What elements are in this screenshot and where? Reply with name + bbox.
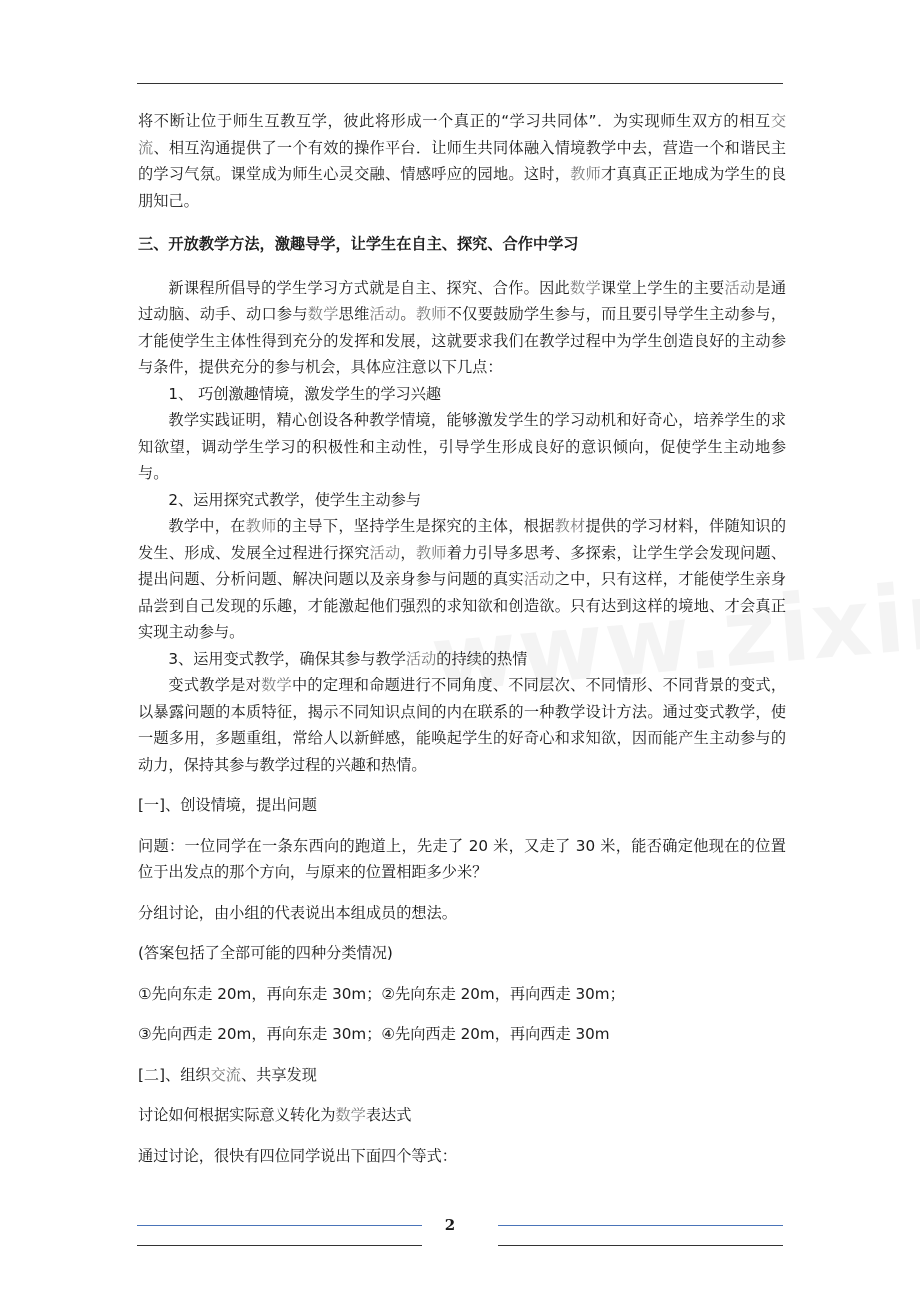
keyword-link[interactable]: 数学 <box>307 305 339 323</box>
paragraph-intro: 将不断让位于师生互教互学，彼此将形成一个真正的“学习共同体”．为实现师生双方的相互交流、相互沟通提供了一个有效的操作平台．让师生共同体融入情境教学中去，营造一个和谐民主的学习气氛。课堂成为师生心灵交融、情感呼应的园地。这时，教师才真真正正地成为学生的良朋知己。 <box>138 112 787 210</box>
paragraph-expression: 讨论如何根据实际意义转化为数学表达式 <box>138 1106 412 1124</box>
paragraph-learning-style: 新课程所倡导的学生学习方式就是自主、探究、合作。因此数学课堂上学生的主要活动是通过动脑、动手、动口参与数学思维活动。教师不仅要鼓励学生参与，而且要引导学生主动参与，才能使学生主体性得到充分的发挥和发展，这就要求我们在教学过程中为学生创造良好的主动参与条件，提供充分的参与机会，具体应注意以下几点： <box>138 278 787 376</box>
keyword-link[interactable]: 教师 <box>415 543 447 562</box>
paragraph-variation: 变式教学是对数学中的定理和命题进行不同角度、不同层次、不同情形、不同背景的变式，以暴露问题的本质特征，揭示不同知识点间的内在联系的一种教学设计方法。通过变式教学，使一题多用，多题重组，常给人以新鲜感，能唤起学生的好奇心和求知欲，因而能产生主动参与的动力，保持其参与教学过程的兴趣和热情。 <box>138 676 787 774</box>
subsection-1-title: [一]、创设情境，提出问题 <box>138 796 317 814</box>
list-item-1: 1、 巧创激趣情境，激发学生的学习兴趣 <box>168 384 442 403</box>
footer-rule-left <box>137 1245 422 1246</box>
cases-1-2: ①先向东走 20m，再向东走 30m；②先向东走 20m，再向西走 30m； <box>138 984 625 1003</box>
keyword-link[interactable]: 数学 <box>570 278 601 297</box>
keyword-link[interactable]: 数学 <box>335 1106 366 1124</box>
keyword-link[interactable]: 活动 <box>369 305 401 323</box>
page-number: 2 <box>444 1216 456 1234</box>
document-body <box>138 108 786 1169</box>
cases-3-4: ③先向西走 20m，再向东走 30m；④先向西走 20m，再向西走 30m <box>138 1025 610 1043</box>
paragraph-inquiry: 教学中，在教师的主导下，坚持学生是探究的主体，根据教材提供的学习材料，伴随知识的发生、形成、发展全过程进行探究活动，教师着力引导多思考、多探索，让学生学会发现问题、提出问题、分析问题、解决问题以及亲身参与问题的真实活动之中，只有这样，才能使学生亲身品尝到自己发现的乐趣，才能激起他们强烈的求知欲和创造欲。只有达到这样的境地、才会真正实现主动参与。 <box>138 517 787 641</box>
paragraph-equations: 通过讨论，很快有四位同学说出下面四个等式： <box>138 1146 457 1165</box>
keyword-link[interactable]: 数学 <box>261 676 292 694</box>
discussion-text: 分组讨论，由小组的代表说出本组成员的想法。 <box>138 903 457 922</box>
question-text: 问题：一位同学在一条东西向的跑道上，先走了 20 米，又走了 30 米，能否确定他现在的位置位于出发点的那个方向，与原来的位置相距多少米？ <box>138 836 786 881</box>
subsection-2-title: [二]、组织交流、共享发现 <box>138 1065 317 1084</box>
section-heading-3: 三、开放教学方法，激趣导学，让学生在自主、探究、合作中学习 <box>138 235 579 253</box>
keyword-link[interactable]: 交流 <box>210 1065 241 1084</box>
keyword-link[interactable]: 活动 <box>369 543 401 562</box>
keyword-link[interactable]: 教师 <box>415 305 447 323</box>
list-item-3: 3、运用变式教学，确保其参与教学活动的持续的热情 <box>168 649 528 668</box>
footer-rule-right <box>498 1245 783 1246</box>
keyword-link[interactable]: 教师 <box>570 165 602 183</box>
keyword-link[interactable]: 交流 <box>138 112 786 157</box>
footer-rule-right-blue <box>498 1225 783 1226</box>
keyword-link[interactable]: 活动 <box>405 649 437 668</box>
list-item-2: 2、运用探究式教学，使学生主动参与 <box>168 490 422 509</box>
footer-rule-left-blue <box>137 1225 422 1226</box>
keyword-link[interactable]: 教材 <box>554 517 586 535</box>
keyword-link[interactable]: 教师 <box>245 517 277 535</box>
keyword-link[interactable]: 活动 <box>523 570 555 588</box>
header-rule <box>137 83 783 84</box>
paragraph-situation: 教学实践证明，精心创设各种教学情境，能够激发学生的学习动机和好奇心，培养学生的求知欲望，调动学生学习的积极性和主动性，引导学生形成良好的意识倾向，促使学生主动地参与。 <box>138 411 786 482</box>
answer-note: (答案包括了全部可能的四种分类情况) <box>138 944 393 962</box>
keyword-link[interactable]: 活动 <box>724 278 756 297</box>
